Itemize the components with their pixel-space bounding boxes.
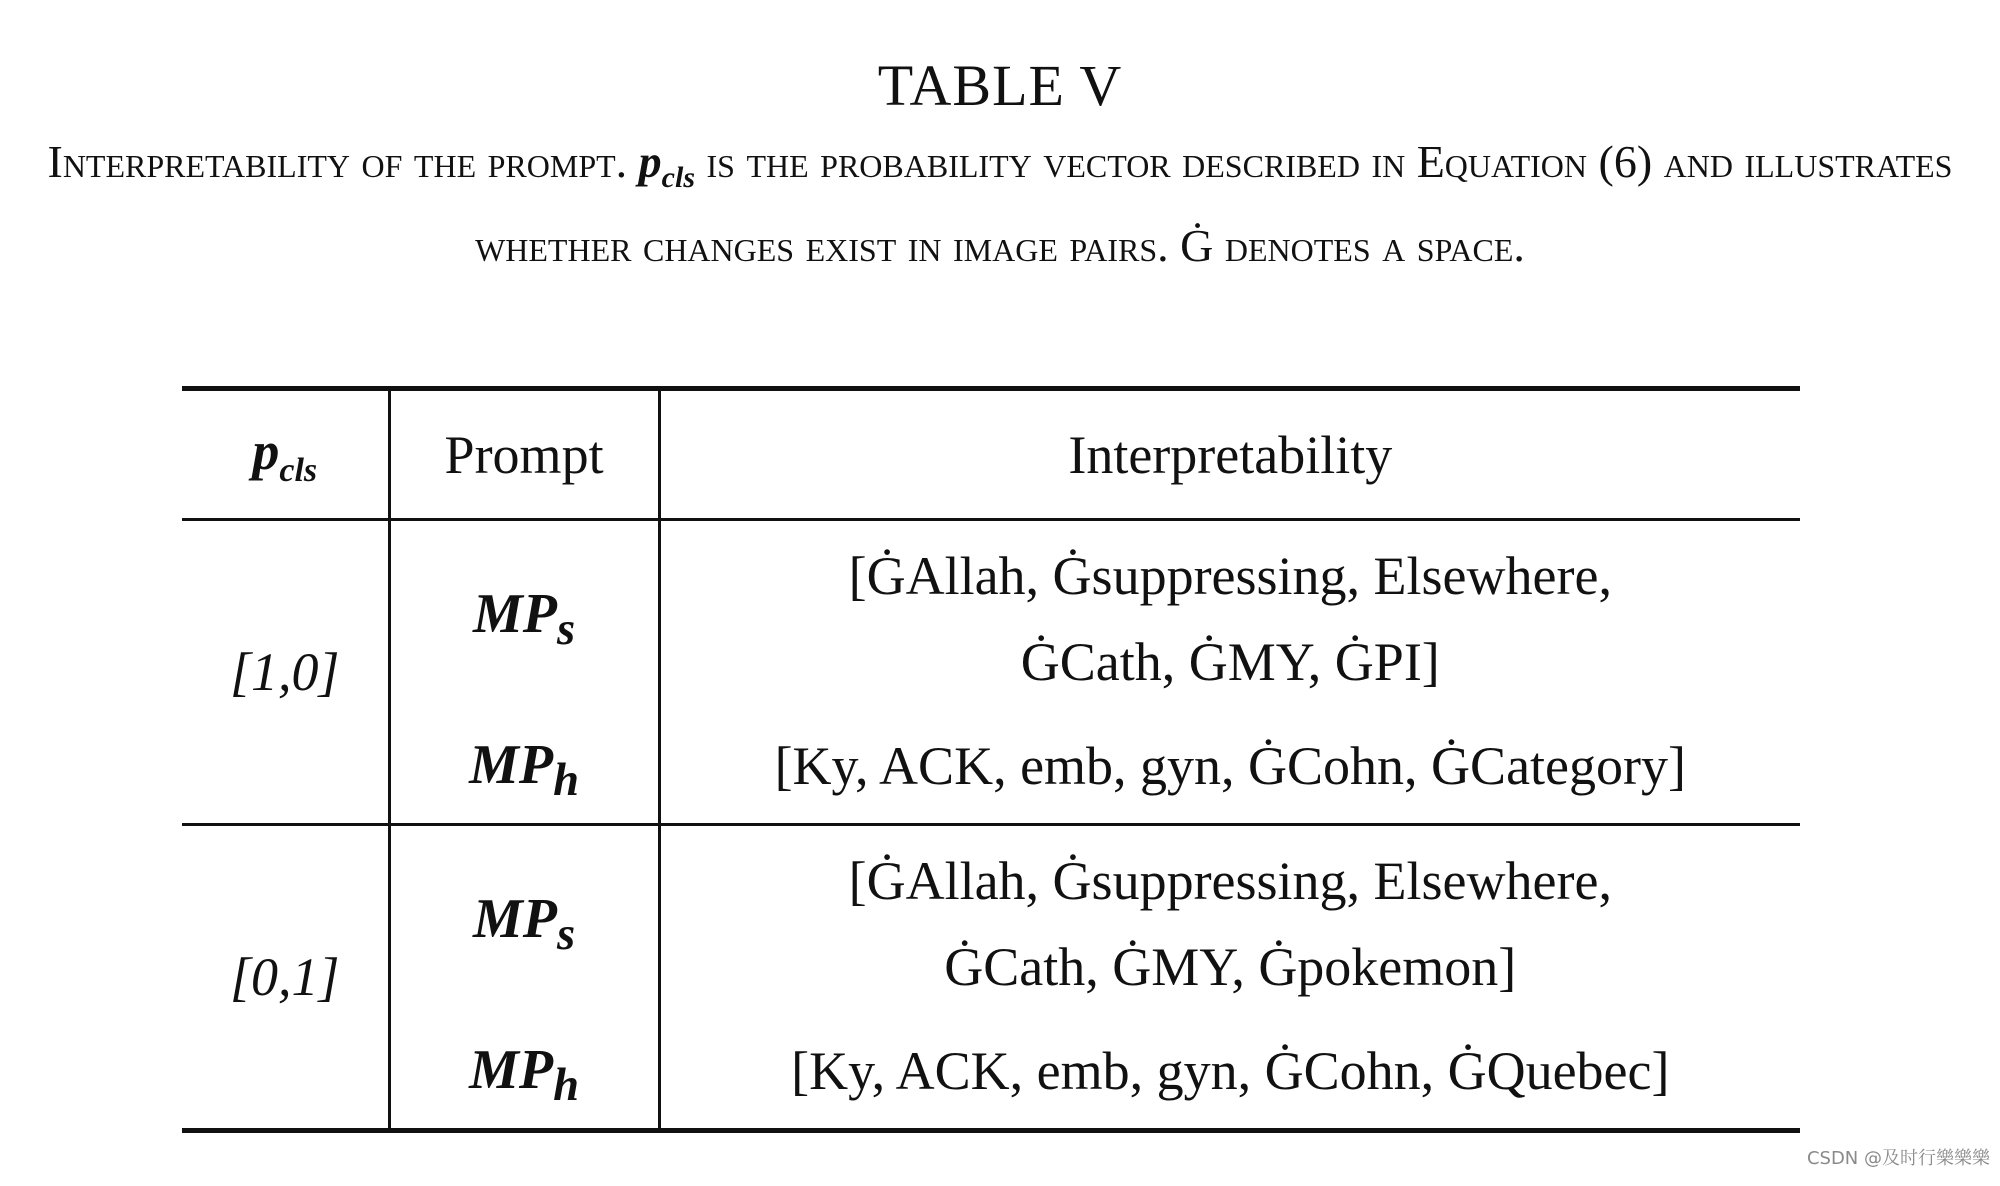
prompt-sub: s [556, 603, 576, 656]
caption-symbol-sub: cls [661, 161, 695, 195]
table-caption [40, 128, 1960, 280]
interpretability-line: ĠCath, ĠMY, ĠPI] [1020, 632, 1440, 692]
interpretability-table [182, 386, 1800, 1133]
results-table-wrapper [182, 386, 1800, 1133]
table-row [182, 520, 1800, 718]
header-pcls-symbol: p [252, 420, 280, 481]
watermark: CSDN @及时行樂樂樂 [1806, 1148, 1990, 1169]
caption-symbol: p [638, 136, 662, 187]
interpretability-line: [ĠAllah, Ġsuppressing, Elsewhere, [848, 851, 1612, 911]
interpretability-cell [659, 1022, 1800, 1131]
header-interpretability: Interpretability [1068, 424, 1393, 485]
interpretability-cell [659, 520, 1800, 718]
header-pcls-sub: cls [279, 451, 318, 489]
table-row [182, 717, 1800, 825]
interpretability-line: [Ky, ACK, emb, gyn, ĠCohn, ĠQuebec] [791, 1041, 1670, 1101]
prompt-sub: h [553, 1059, 580, 1112]
interpretability-line: [ĠAllah, Ġsuppressing, Elsewhere, [848, 546, 1612, 606]
header-pcls [182, 389, 389, 520]
pcls-value: [0,1] [182, 825, 389, 1131]
prompt-sub: h [553, 754, 580, 807]
interpretability-line: [Ky, ACK, emb, gyn, ĠCohn, ĠCategory] [774, 736, 1686, 796]
prompt-cell [389, 1022, 659, 1131]
interpretability-cell [659, 717, 1800, 825]
pcls-value: [1,0] [182, 520, 389, 825]
table-label: TABLE V [877, 53, 1123, 118]
header-row [182, 389, 1800, 520]
interpretability-cell [659, 825, 1800, 1023]
table-row [182, 825, 1800, 1023]
interpretability-line: ĠCath, ĠMY, Ġpokemon] [944, 937, 1517, 997]
prompt-name: MP [469, 733, 554, 796]
prompt-cell [389, 520, 659, 718]
prompt-name: MP [469, 1038, 554, 1101]
prompt-cell [389, 825, 659, 1023]
prompt-name: MP [472, 582, 557, 645]
prompt-sub: s [556, 908, 576, 961]
header-prompt: Prompt [389, 389, 659, 520]
table-row [182, 1022, 1800, 1131]
prompt-name: MP [472, 887, 557, 950]
caption-part1: Interpretability of the prompt. [47, 136, 639, 187]
prompt-cell [389, 717, 659, 825]
caption-pcls-symbol [638, 136, 695, 195]
caption-part2: is the probability vector described in Equation (6) and illustrates whether changes exist in image pairs. Ġ denotes a space. [475, 136, 1953, 272]
